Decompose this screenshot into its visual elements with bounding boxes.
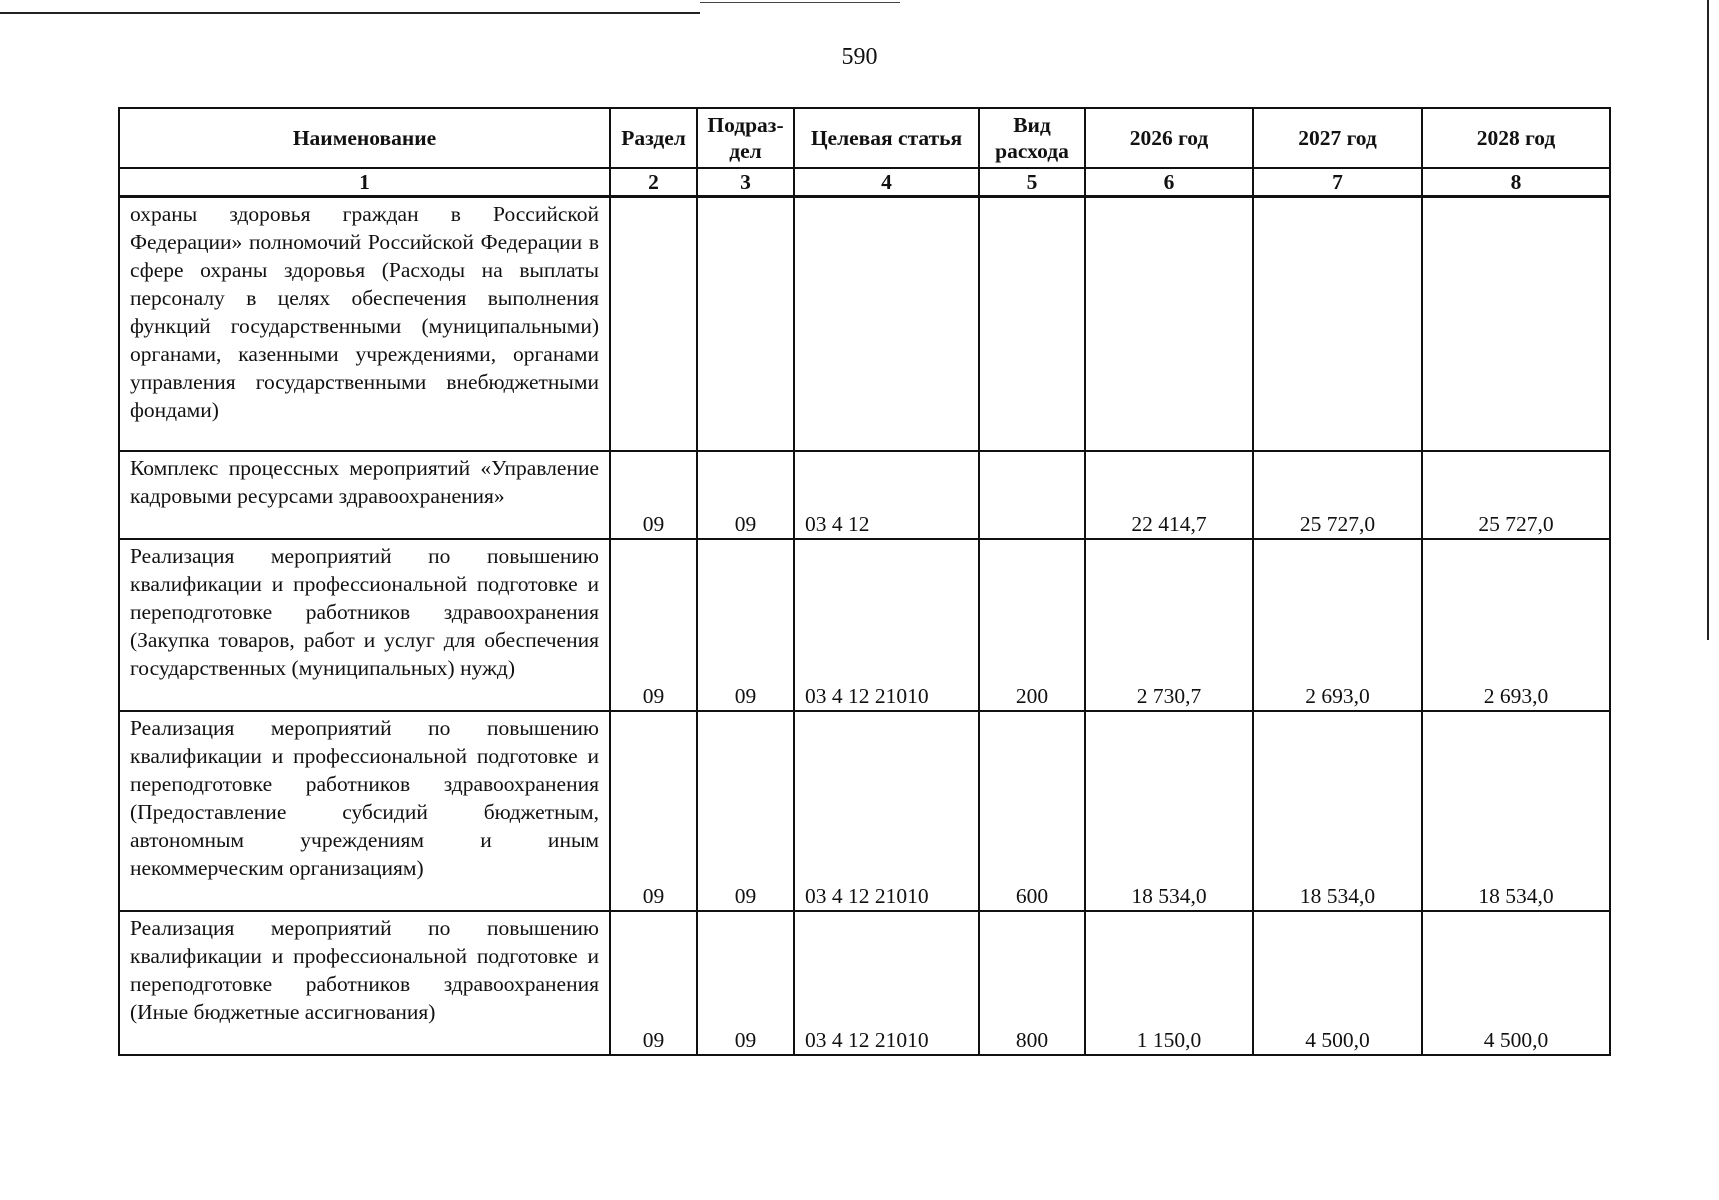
table-row bbox=[119, 911, 1610, 1055]
header-razdel: Раздел bbox=[610, 108, 697, 168]
row-amount-2028: 4 500,0 bbox=[1422, 911, 1610, 1055]
column-number: 5 bbox=[979, 168, 1085, 197]
column-number: 3 bbox=[697, 168, 794, 197]
row-celevaya-statya: 03 4 12 21010 bbox=[794, 911, 979, 1055]
row-podrazdel: 09 bbox=[697, 711, 794, 911]
scan-edge-line bbox=[700, 2, 900, 3]
header-2028: 2028 год bbox=[1422, 108, 1610, 168]
row-amount-2027: 2 693,0 bbox=[1253, 539, 1422, 711]
table-row bbox=[119, 711, 1610, 911]
header-celevaya-statya: Целевая статья bbox=[794, 108, 979, 168]
header-row bbox=[119, 108, 1610, 168]
header-name: Наименование bbox=[119, 108, 610, 168]
header-2026: 2026 год bbox=[1085, 108, 1253, 168]
row-vid-raskhoda bbox=[979, 197, 1085, 451]
row-name: Реализация мероприятий по повышению квалификации и профессиональной подготовке и переподготовке работников здравоохранения (Закупка товаров, работ и услуг для обеспечения государственных (муниципальных) нужд) bbox=[119, 539, 610, 711]
row-amount-2027: 25 727,0 bbox=[1253, 451, 1422, 539]
table-row bbox=[119, 451, 1610, 539]
row-amount-2026: 22 414,7 bbox=[1085, 451, 1253, 539]
column-number: 4 bbox=[794, 168, 979, 197]
header-2027: 2027 год bbox=[1253, 108, 1422, 168]
column-number: 2 bbox=[610, 168, 697, 197]
row-amount-2026: 2 730,7 bbox=[1085, 539, 1253, 711]
table-row bbox=[119, 197, 1610, 451]
row-celevaya-statya bbox=[794, 197, 979, 451]
row-name: Реализация мероприятий по повышению квалификации и профессиональной подготовке и переподготовке работников здравоохранения (Иные бюджетные ассигнования) bbox=[119, 911, 610, 1055]
row-vid-raskhoda: 200 bbox=[979, 539, 1085, 711]
row-name: Реализация мероприятий по повышению квалификации и профессиональной подготовке и переподготовке работников здравоохранения (Предоставление субсидий бюджетным, автономным учреждениям и иным некоммерческим организациям) bbox=[119, 711, 610, 911]
table-row bbox=[119, 539, 1610, 711]
row-vid-raskhoda bbox=[979, 451, 1085, 539]
header-podrazdel: Подраз-дел bbox=[697, 108, 794, 168]
scan-edge-line bbox=[1707, 0, 1709, 640]
row-razdel: 09 bbox=[610, 451, 697, 539]
row-amount-2027: 4 500,0 bbox=[1253, 911, 1422, 1055]
column-number-row bbox=[119, 168, 1610, 197]
row-razdel: 09 bbox=[610, 911, 697, 1055]
row-amount-2026 bbox=[1085, 197, 1253, 451]
row-name: Комплекс процессных мероприятий «Управление кадровыми ресурсами здравоохранения» bbox=[119, 451, 610, 539]
row-amount-2028: 25 727,0 bbox=[1422, 451, 1610, 539]
header-vid-raskhoda: Вид расхода bbox=[979, 108, 1085, 168]
row-amount-2026: 1 150,0 bbox=[1085, 911, 1253, 1055]
column-number: 8 bbox=[1422, 168, 1610, 197]
row-name: охраны здоровья граждан в Российской Федерации» полномочий Российской Федерации в сфере охраны здоровья (Расходы на выплаты персоналу в целях обеспечения выполнения функций государственными (муниципальными) органами, казенными учреждениями, органами управления государственными внебюджетными фондами) bbox=[119, 197, 610, 451]
row-amount-2027: 18 534,0 bbox=[1253, 711, 1422, 911]
column-number: 7 bbox=[1253, 168, 1422, 197]
row-amount-2027 bbox=[1253, 197, 1422, 451]
budget-table bbox=[118, 107, 1611, 1056]
scan-edge-line bbox=[0, 12, 700, 14]
row-celevaya-statya: 03 4 12 21010 bbox=[794, 711, 979, 911]
row-amount-2028: 2 693,0 bbox=[1422, 539, 1610, 711]
row-celevaya-statya: 03 4 12 21010 bbox=[794, 539, 979, 711]
row-podrazdel: 09 bbox=[697, 539, 794, 711]
row-celevaya-statya: 03 4 12 bbox=[794, 451, 979, 539]
row-razdel bbox=[610, 197, 697, 451]
row-razdel: 09 bbox=[610, 711, 697, 911]
row-amount-2028 bbox=[1422, 197, 1610, 451]
row-podrazdel: 09 bbox=[697, 911, 794, 1055]
row-amount-2026: 18 534,0 bbox=[1085, 711, 1253, 911]
page-number: 590 bbox=[841, 44, 878, 70]
column-number: 6 bbox=[1085, 168, 1253, 197]
row-podrazdel bbox=[697, 197, 794, 451]
row-podrazdel: 09 bbox=[697, 451, 794, 539]
row-vid-raskhoda: 600 bbox=[979, 711, 1085, 911]
row-vid-raskhoda: 800 bbox=[979, 911, 1085, 1055]
row-razdel: 09 bbox=[610, 539, 697, 711]
row-amount-2028: 18 534,0 bbox=[1422, 711, 1610, 911]
column-number: 1 bbox=[119, 168, 610, 197]
